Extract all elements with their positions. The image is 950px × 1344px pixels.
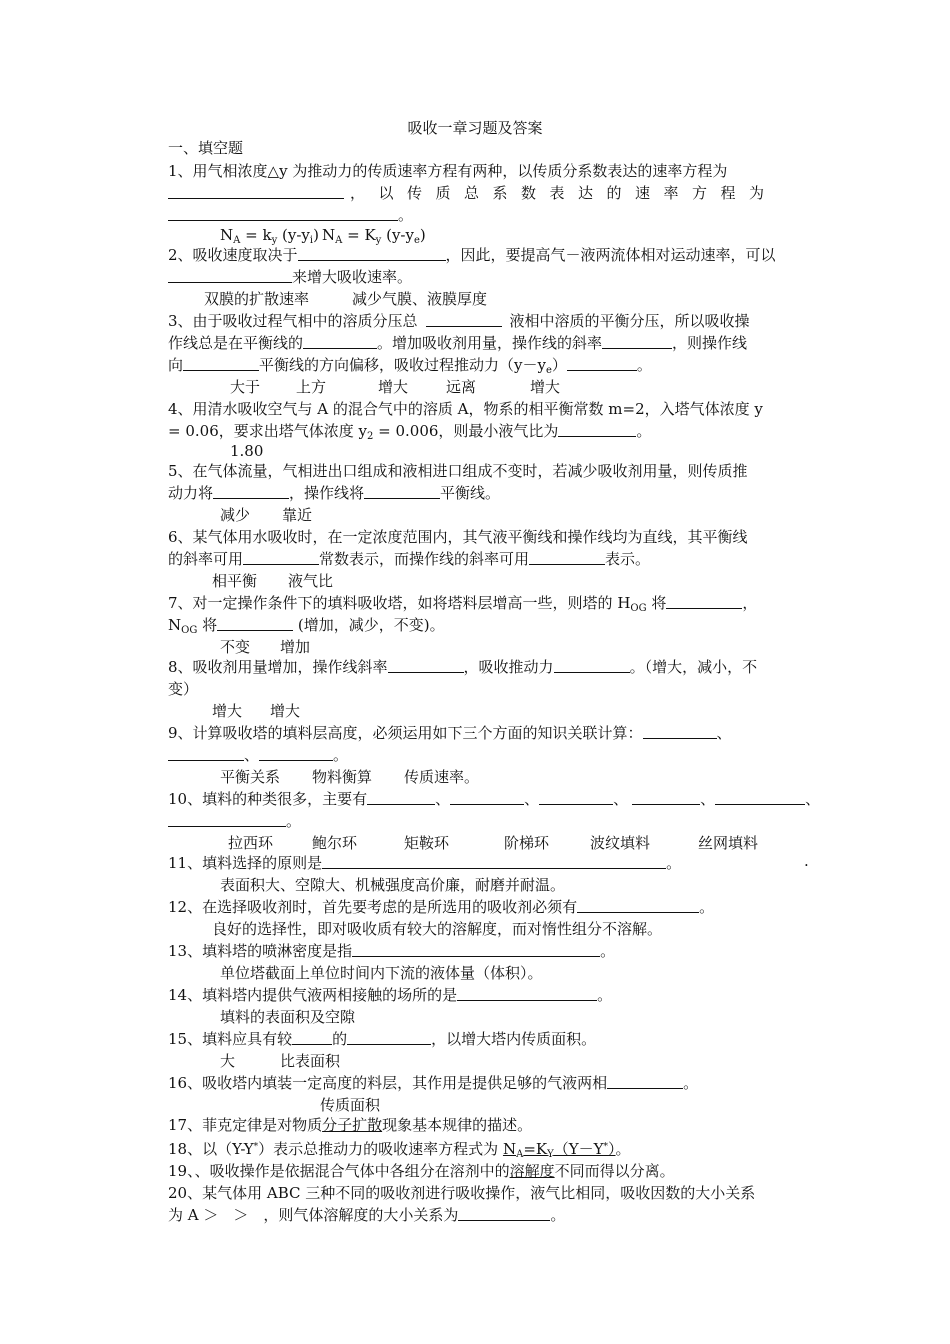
question-8-line-1: 8、吸收剂用量增加，操作线斜率 ，吸收推动力 。（增大，减小，不 (168, 658, 758, 676)
question-14-line-1: 14、填料塔内提供气液两相接触的场所的是 。 (168, 986, 613, 1004)
answer-blank (458, 1205, 550, 1221)
answer-text: 矩鞍环 (404, 834, 450, 852)
answer-blank (666, 593, 742, 609)
question-1-text: ，以传质总系数表达的速率方程为 (350, 184, 778, 202)
answer-blank (367, 789, 435, 805)
answer-blank (292, 1029, 332, 1045)
answer-blank (426, 311, 502, 327)
answer-text: 相平衡 (212, 572, 258, 590)
answer-text: 增大 (530, 378, 561, 396)
answer-text: 减少气膜、液膜厚度 (352, 290, 488, 308)
question-7-line-2: $N_{OG}$ 将 (增加，减少，不变)。 (168, 616, 445, 636)
section-heading: 一、填空题 (168, 139, 244, 157)
answer-text: 传质速率。 (404, 768, 480, 786)
answer-blank (554, 657, 630, 673)
answer-blank (577, 897, 699, 913)
document-page: 吸收一章习题及答案 一、填空题 1、用气相浓度△y 为推动力的传质速率方程有两种，以传质分系数表达的速率方程为 ，以传质总系数表达的速率方程为 。 $N_A = k_y$ $(y-y_i)$ $N_A = K_y$ $(y-y_e)$ 2、吸收速度取决于 ，因此，要提高气－液两流体相对运动速率，可以 来增大吸收速率。 双膜的扩散速率 减少气膜、液膜厚度 3、由于吸收过程气相中的溶质分压总 液相中溶质的平衡分压，所以吸收操 作线总是在平衡线的 。增加吸收剂用量，操作线的斜率 ，则操作线 向 平衡线的方向偏移，吸收过程推动力$(y-y_e)$ 。 大于 上方 增大 远离 增大 4、用清水吸收空气与 A 的混合气中的溶质 A，物系的相平衡常数 m=2，入塔气体浓度 y = 0.06，要求出塔气体浓度 $y_2 = 0.006$，则最小液气比为 。 1.80 5、在气体流量，气相进出口组成和液相进口组成不变时，若减少吸收剂用量，则传质推 动力将 ，操作线将 平衡线。 减少 靠近 6、某气体用水吸收时，在一定浓度范围内，其气液平衡线和操作线均为直线，其平衡线 的斜率可用 常数表示，而操作线的斜率可用 表示。 相平衡 液气比 7、对一定操作条件下的填料吸收塔，如将塔料层增高一些，则塔的 $H_{OG}$ 将 ， $N_{OG}$ 将 (增加，减少，不变)。 不变 增加 8、吸收剂用量增加，操作线斜率 ，吸收推动力 。（增大，减小，不 变） 增大 增大 9、计算吸收塔的填料层高度，必须运用如下三个方面的知识关联计算： 、 、 。 平衡关系 物料衡算 传质速率。 10、填料的种类很多，主要有 、 、 、 、 、 。 拉西环 鲍尔环 矩鞍环 阶梯环 波纹填料 丝网填料 11、填料选择的原则是 。 . 表面积大、空隙大、机械强度高价廉，耐磨并耐温。 12、在选择吸收剂时，首先要考虑的是所选用的吸收剂必须有 。 良好的选择性，即对吸收质有较大的溶解度，而对惰性组分不溶解。 13、填料塔的喷淋密度是指 。 单位塔截面上单位时间内下流的液体量（体积）。 14、填料塔内提供气液两相接触的场所的是 。 填料的表面积及空隙 15、填料应具有较 的 ，以增大塔内传质面积。 大 比表面积 16、吸收塔内填装一定高度的料层，其作用是提供足够的气液两相 。 传质面积 17、菲克定律是对物质分子扩散现象基本规律的描述。 18、以（Y-Y*）表示总推动力的吸收速率方程式为 $N_A=K_Y(Y-Y^*)$。 19、、吸收操作是依据混合气体中各组分在溶剂中的溶解度不同而得以分离。 20、某气体用 ABC 三种不同的吸收剂进行吸收操作，液气比相同，吸收因数的大小关系 为 A ＞ ＞ ，则气体溶解度的大小关系为 。 (0, 0, 950, 1344)
question-3-line-1: 3、由于吸收过程气相中的溶质分压总 液相中溶质的平衡分压，所以吸收操 (168, 312, 750, 330)
answer-text: 单位塔截面上单位时间内下流的液体量（体积）。 (220, 964, 543, 982)
question-19-line-1: 19、、吸收操作是依据混合气体中各组分在溶剂中的溶解度不同而得以分离。 (168, 1162, 675, 1180)
answer-text: 物料衡算 (312, 768, 373, 786)
answer-text: 减少 (220, 506, 251, 524)
question-4-line-2: = 0.06，要求出塔气体浓度 $y_2 = 0.006$，则最小液气比为 。 (168, 422, 652, 442)
question-6-line-2: 的斜率可用 常数表示，而操作线的斜率可用 表示。 (168, 550, 651, 568)
question-13-line-1: 13、填料塔的喷淋密度是指 。 (168, 942, 616, 960)
answer-text: 远离 (446, 378, 477, 396)
answer-underlined: 分子扩散 (322, 1116, 383, 1134)
question-18-line-1: 18、以（Y-Y*）表示总推动力的吸收速率方程式为 $N_A=K_Y(Y-Y^*)$。 (168, 1140, 631, 1160)
answer-text: 大 (220, 1052, 236, 1070)
answer-blank (217, 615, 293, 631)
question-12-line-1: 12、在选择吸收剂时，首先要考虑的是所选用的吸收剂必须有 。 (168, 898, 715, 916)
answer-blank (168, 745, 244, 761)
answer-text: 良好的选择性，即对吸收质有较大的溶解度，而对惰性组分不溶解。 (212, 920, 663, 938)
answer-text: 1.80 (230, 442, 264, 460)
answer-formula-overall: $N_A = K_y$ $(y-y_e)$ (322, 226, 426, 246)
answer-text: 比表面积 (280, 1052, 341, 1070)
question-17-line-1: 17、菲克定律是对物质分子扩散现象基本规律的描述。 (168, 1116, 533, 1134)
answer-text: 波纹填料 (590, 834, 651, 852)
answer-blank (259, 745, 333, 761)
answer-blank (602, 333, 672, 349)
question-10-line-2: 。 (168, 810, 810, 832)
answer-text: 阶梯环 (504, 834, 550, 852)
question-1-line-1: 1、用气相浓度△y 为推动力的传质速率方程有两种，以传质分系数表达的速率方程为 (168, 162, 728, 180)
answer-text: 平衡关系 (220, 768, 281, 786)
answer-text: 增加 (280, 638, 311, 656)
answer-text: 液气比 (288, 572, 334, 590)
question-10-line-1: 10、填料的种类很多，主要有 、 、 、 、 、 (168, 790, 821, 808)
question-1-line-3 (168, 204, 810, 226)
question-4-line-1: 4、用清水吸收空气与 A 的混合气中的溶质 A，物系的相平衡常数 m=2，入塔气体浓度 y (168, 400, 763, 418)
answer-text: 双膜的扩散速率 (204, 290, 310, 308)
question-2-line-1: 2、吸收速度取决于 ，因此，要提高气－液两流体相对运动速率，可以 (168, 246, 776, 264)
answer-formula-partial: $N_A = k_y$ $(y-y_i)$ (220, 226, 319, 246)
answer-blank (558, 421, 636, 437)
answer-underlined: 溶解度 (509, 1162, 555, 1180)
answer-blank (450, 789, 524, 805)
question-11-line-1: 11、填料选择的原则是 。 (168, 854, 682, 872)
period: 。 (398, 206, 414, 224)
answer-text: 表面积大、空隙大、机械强度高价廉，耐磨并耐温。 (220, 876, 566, 894)
answer-text: 丝网填料 (698, 834, 759, 852)
answer-blank (168, 183, 344, 199)
answer-blank (183, 355, 259, 371)
answer-blank (213, 483, 289, 499)
answer-text: 增大 (378, 378, 409, 396)
answer-blank (567, 355, 637, 371)
question-9-line-1: 9、计算吸收塔的填料层高度，必须运用如下三个方面的知识关联计算： 、 (168, 724, 732, 742)
answer-text: 增大 (270, 702, 301, 720)
answer-underlined: $N_A=K_Y(Y-Y^*)$ (502, 1140, 616, 1160)
question-6-line-1: 6、某气体用水吸收时，在一定浓度范围内，其气液平衡线和操作线均为直线，其平衡线 (168, 528, 748, 546)
answer-text: 拉西环 (228, 834, 274, 852)
answer-blank (352, 941, 600, 957)
question-5-line-2: 动力将 ，操作线将 平衡线。 (168, 484, 501, 502)
question-20-line-2: 为 A ＞ ＞ ，则气体溶解度的大小关系为 。 (168, 1206, 566, 1224)
answer-text: 上方 (296, 378, 327, 396)
answer-text: 传质面积 (320, 1096, 381, 1114)
answer-blank (168, 811, 286, 827)
answer-text: 大于 (230, 378, 261, 396)
question-5-line-1: 5、在气体流量，气相进出口组成和液相进口组成不变时，若减少吸收剂用量，则传质推 (168, 462, 748, 480)
answer-text: 鲍尔环 (312, 834, 358, 852)
answer-blank (322, 853, 666, 869)
answer-blank (529, 549, 605, 565)
answer-text: 不变 (220, 638, 251, 656)
question-3-line-2: 作线总是在平衡线的 。增加吸收剂用量，操作线的斜率 ，则操作线 (168, 334, 748, 352)
question-1-line-2 (168, 182, 810, 204)
answer-blank (388, 657, 464, 673)
question-16-line-1: 16、吸收塔内填装一定高度的料层，其作用是提供足够的气液两相 。 (168, 1074, 699, 1092)
question-15-line-1: 15、填料应具有较 的 ，以增大塔内传质面积。 (168, 1030, 597, 1048)
question-20-line-1: 20、某气体用 ABC 三种不同的吸收剂进行吸收操作，液气比相同，吸收因数的大小关系 (168, 1184, 756, 1202)
answer-blank (539, 789, 613, 805)
page-title: 吸收一章习题及答案 (407, 119, 543, 137)
question-3-line-3: 向 平衡线的方向偏移，吸收过程推动力$(y-y_e)$ 。 (168, 356, 652, 376)
answer-text: 增大 (212, 702, 243, 720)
answer-blank (715, 789, 805, 805)
question-7-line-1: 7、对一定操作条件下的填料吸收塔，如将塔料层增高一些，则塔的 $H_{OG}$ 将 ， (168, 594, 758, 614)
answer-blank (607, 1073, 683, 1089)
answer-blank (298, 245, 446, 261)
question-9-line-2: 、 。 (168, 744, 810, 766)
answer-blank (643, 723, 717, 739)
answer-blank (168, 205, 398, 221)
answer-blank (457, 985, 597, 1001)
question-8-line-2: 变） (168, 680, 199, 698)
answer-text: 靠近 (282, 506, 313, 524)
answer-blank (364, 483, 440, 499)
answer-blank (303, 333, 377, 349)
answer-blank (347, 1029, 431, 1045)
answer-blank (168, 267, 292, 283)
question-2-line-2: 来增大吸收速率。 (168, 266, 810, 288)
answer-text: 填料的表面积及空隙 (220, 1008, 356, 1026)
answer-blank (243, 549, 319, 565)
answer-blank (632, 789, 700, 805)
